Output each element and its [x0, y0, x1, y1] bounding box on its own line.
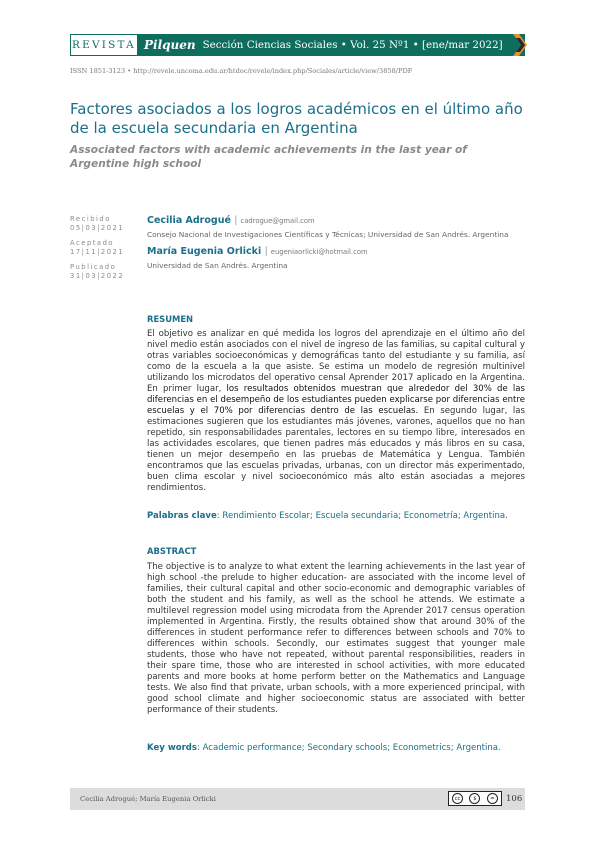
author-1: Cecilia Adrogué | cadrogue@gmail.com	[147, 215, 315, 226]
resumen-heading: RESUMEN	[147, 314, 194, 324]
date-received: Recibido 05|03|2021	[70, 215, 125, 232]
date-published: Publicado 31|03|2022	[70, 263, 125, 280]
page-number: 106	[506, 794, 523, 804]
author-email[interactable]: cadrogue@gmail.com	[240, 217, 315, 225]
page-footer	[70, 788, 525, 810]
author-list	[147, 215, 525, 277]
abstract-keywords: Key words: Academic performance; Secondary schools; Econometrics; Argentina.	[147, 743, 501, 753]
author-affiliation: Universidad de San Andrés. Argentina	[147, 261, 288, 270]
abstract-heading: ABSTRACT	[147, 546, 197, 556]
resumen-keywords: Palabras clave: Rendimiento Escolar; Escuela secundaria; Econometría; Argentina.	[147, 511, 508, 521]
issn-line: ISSN 1851-3123 • http://revele.uncoma.edu.ar/htdoc/revele/index.php/Sociales/article/view/3858/PDF	[70, 67, 413, 75]
journal-logo: REVISTA	[70, 34, 138, 56]
article-title: Factores asociados a los logros académicos en el último año de la escuela secundaria en Argentina	[70, 100, 523, 137]
author-affiliation: Consejo Nacional de Investigaciones Científicas y Técnicas; Universidad de San Andrés. Argentina	[147, 230, 509, 239]
journal-header	[70, 34, 525, 56]
author-email[interactable]: eugeniaorlicki@hotmail.com	[270, 248, 368, 256]
date-accepted: Aceptado 17|11|2021	[70, 239, 125, 256]
journal-logo-script: Pilquen	[144, 38, 196, 52]
resumen-text: El objetivo es analizar en qué medida los logros del aprendizaje en el último año del nivel medio están asociados con el nivel de ingreso de las familias, su capital cultural y otras variables socioeconómicas y demográficas tanto del estudiante y su familia, así como de la escuela a la que asiste. Se estima un modelo de regresión multinivel utilizando los microdatos del operativo censal Aprender 2017 aplicado en la Argentina. En primer lugar, los resultados obtenidos muestran que alrededor del 30% de las diferencias en el desempeño de los estudiantes pueden explicarse por diferencias entre escuelas y el 70% por diferencias dentro de las escuelas. En segundo lugar, las estimaciones sugieren que los estudiantes más jóvenes, varones, aquellos que no han repetido, sin responsabilidades parentales, lectores en su tiempo libre, interesados en las actividades escolares, que tienen padres más educados y más libros en su casa, tienen un mejor desempeño en las pruebas de Matemática y Lengua. También encontramos que las escuelas privadas, urbanas, con un director más experimentado, buen clima escolar y nivel socioeconómico más alto están asociadas a mejores rendimientos.	[147, 329, 525, 493]
author-name: María Eugenia Orlicki	[147, 246, 262, 257]
abstract-text: The objective is to analyze to what extent the learning achievements in the last year of high school -the prelude to higher education- are associated with the income level of families, their cultural capital and other socio-economic and demographic variables of both the student and his family, as well as the school he attends. We estimate a multilevel regression model using microdata from the Aprender 2017 census operation implemented in Argentina. Firstly, the results obtained show that around 30% of the differences in student performance refer to differences between schools and 70% to differences within schools. Secondly, our estimates suggest that younger male students, those who have not repeated, without parental responsibilities, readers in their spare time, those who are interested in school activities, with more educated parents and more books at home perform better on the Mathematics and Language tests. We also find that private, urban schools, with a more experienced principal, with good school climate and higher socioeconomic status are associated with better performance of their students.	[147, 562, 525, 715]
article-dates	[70, 215, 140, 287]
author-name: Cecilia Adrogué	[147, 215, 231, 226]
chevron-right-icon	[513, 34, 527, 56]
footer-authors: Cecilia Adrogué; María Eugenia Orlicki	[80, 795, 216, 803]
article-subtitle: Associated factors with academic achievements in the last year of Argentine high school	[70, 144, 467, 170]
author-2: María Eugenia Orlicki | eugeniaorlicki@hotmail.com	[147, 246, 368, 257]
journal-section: Sección Ciencias Sociales • Vol. 25 Nº1 • [ene/mar 2022]	[202, 39, 503, 51]
cc-license-icon[interactable]: cc $ =	[448, 791, 502, 806]
